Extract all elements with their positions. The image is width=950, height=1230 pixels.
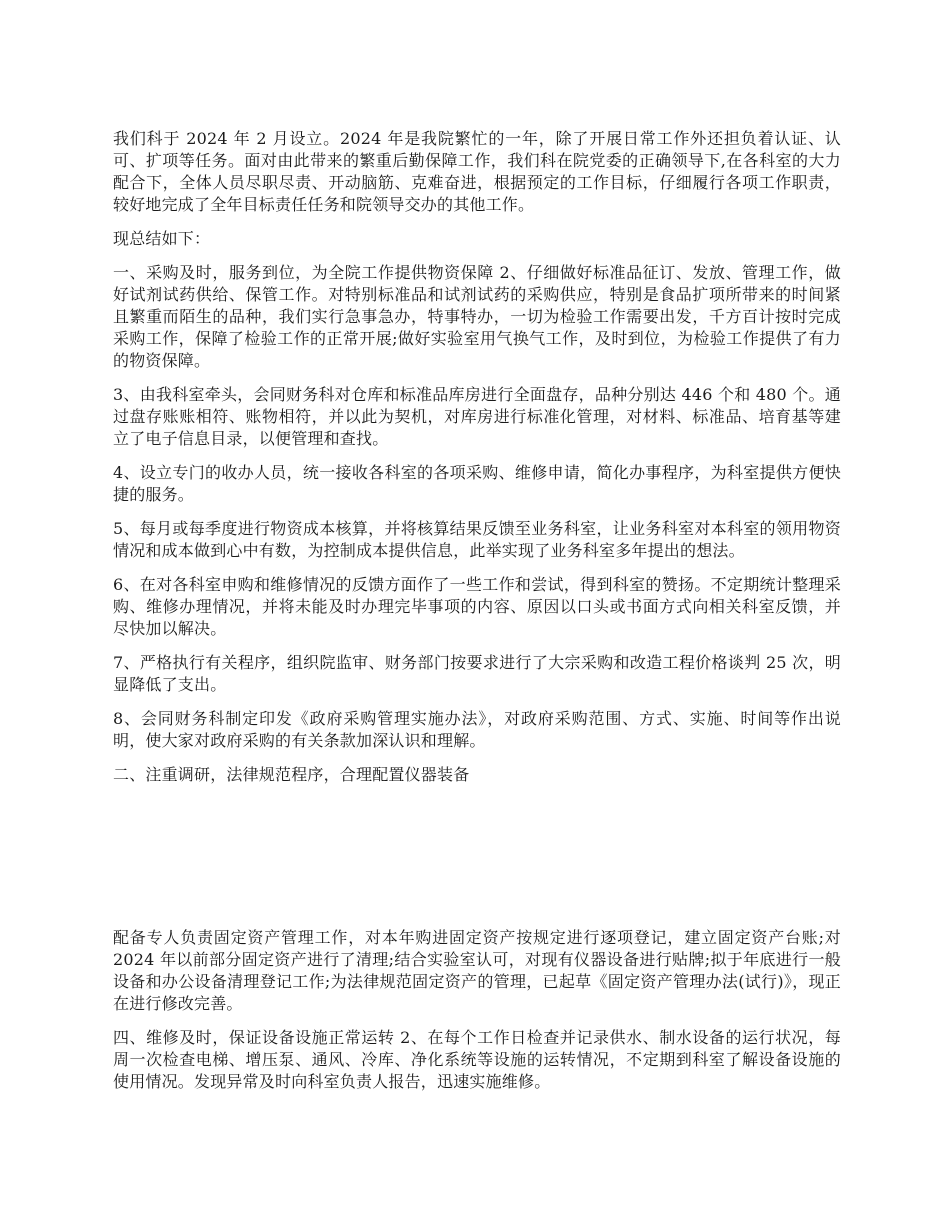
maintenance-paragraph: 四、维修及时，保证设备设施正常运转 2、在每个工作日检查并记录供水、制水设备的运行状况，每周一次检查电梯、增压泵、通风、冷库、净化系统等设施的运转情况，不定期到科室了解设备设施的使用情况。发现异常及时向科室负责人报告，迅速实施维修。	[113, 1028, 841, 1091]
cost-accounting-paragraph: 5、每月或每季度进行物资成本核算，并将核算结果反馈至业务科室，让业务科室对本科室的领用物资情况和成本做到心中有数，为控制成本提供信息，此举实现了业务科室多年提出的想法。	[113, 519, 841, 560]
section-heading: 二、注重调研，法律规范程序，合理配置仪器装备	[113, 765, 470, 784]
government-procurement-paragraph: 8、会同财务科制定印发《政府采购管理实施办法》，对政府采购范围、方式、实施、时间等作出说明，使大家对政府采购的有关条款加深认识和理解。	[113, 709, 841, 750]
document-section-2	[113, 927, 841, 1105]
summary-lead-paragraph: 现总结如下：	[113, 229, 211, 248]
feedback-paragraph: 6、在对各科室申购和维修情况的反馈方面作了一些工作和尝试，得到科室的赞扬。不定期统计整理采购、维修办理情况，并将未能及时办理完毕事项的内容、原因以口头或书面方式向相关科室反馈，并尽快加以解决。	[113, 575, 841, 638]
intake-paragraph: 4、设立专门的收办人员，统一接收各科室的各项采购、维修申请，简化办事程序，为科室提供方便快捷的服务。	[113, 463, 841, 504]
price-negotiation-paragraph: 7、严格执行有关程序，组织院监审、财务部门按要求进行了大宗采购和改造工程价格谈判 25 次，明显降低了支出。	[113, 653, 841, 694]
fixed-assets-paragraph: 配备专人负责固定资产管理工作，对本年购进固定资产按规定进行逐项登记，建立固定资产台账;对 2024 年以前部分固定资产进行了清理;结合实验室认可，对现有仪器设备进行贴牌;拟于年底进行一般设备和办公设备清理登记工作;为法律规范固定资产的管理，已起草《固定资产管理办法(试行)》，现正在进行修改完善。	[113, 928, 841, 1013]
intro-paragraph: 我们科于 2024 年 2 月设立。2024 年是我院繁忙的一年，除了开展日常工作外还担负着认证、认可、扩项等任务。面对由此带来的繁重后勤保障工作，我们科在院党委的正确领导下,在各科室的大力配合下，全体人员尽职尽责、开动脑筋、克难奋进，根据预定的工作目标，仔细履行各项工作职责，较好地完成了全年目标责任任务和院领导交办的其他工作。	[113, 129, 841, 214]
procurement-paragraph: 一、采购及时，服务到位，为全院工作提供物资保障 2、仔细做好标准品征订、发放、管理工作，做好试剂试药供给、保管工作。对特别标准品和试剂试药的采购供应，特别是食品扩项所带来的时间紧且繁重而陌生的品种，我们实行急事急办，特事特办，一切为检验工作需要出发，千方百计按时完成采购工作，保障了检验工作的正常开展;做好实验室用气换气工作，及时到位，为检验工作提供了有力的物资保障。	[113, 263, 841, 370]
document-section-1	[113, 128, 841, 798]
inventory-paragraph: 3、由我科室牵头，会同财务科对仓库和标准品库房进行全面盘存，品种分别达 446 个和 480 个。通过盘存账账相符、账物相符，并以此为契机，对库房进行标准化管理，对材料、标准品、培育基等建立了电子信息目录，以便管理和查找。	[113, 385, 841, 448]
